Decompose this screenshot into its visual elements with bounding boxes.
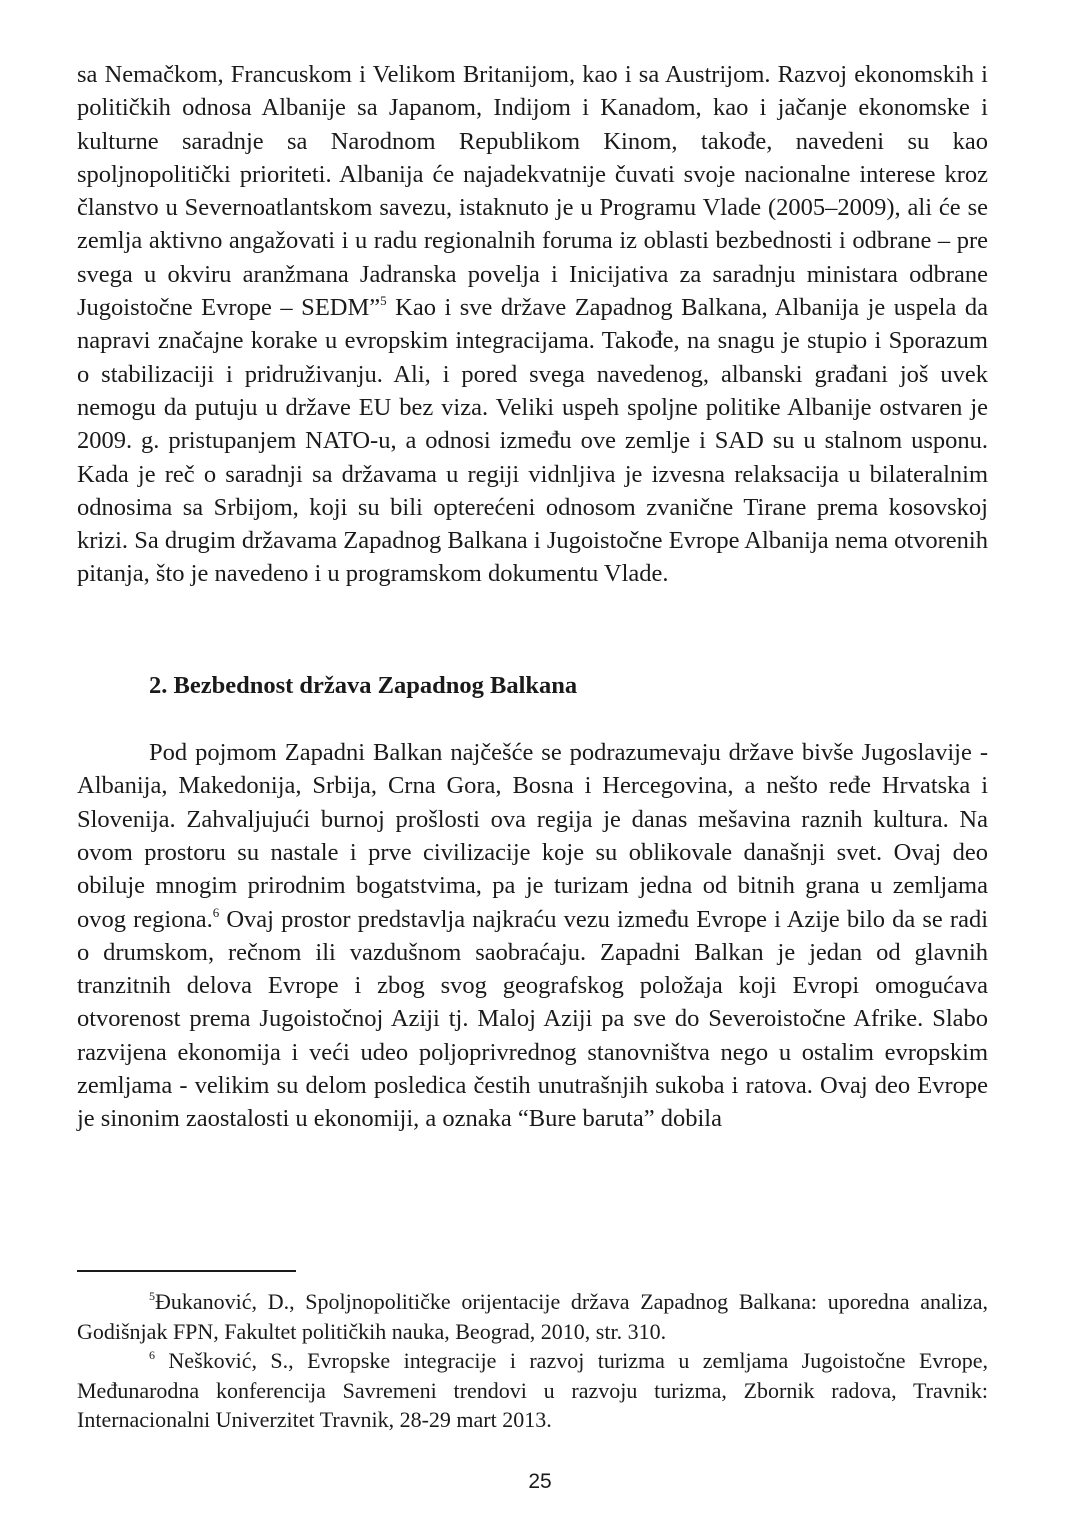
paragraph-text: Pod pojmom Zapadni Balkan najčešće se podrazumevaju države bivše Jugoslavije - Albanija, Makedonija, Srbija, Crna Gora, Bosna i Hercegovina, a nešto ređe Hrvatska i Slovenija. Zahvaljujući burnoj prošlosti ova regija je danas mešavina raznih kultura. Na ovom prostoru su nastale i prve civilizacije koje su oblikovale današnji svet. Ovaj deo obiluje mnogim prirodnim bogatstvima, pa je turizam jedna od bitnih grana u zemljama ovog regiona. (77, 739, 988, 933)
footnote-number: 5 (149, 1289, 155, 1303)
footnote-ref-6[interactable]: 6 (212, 904, 220, 920)
footnote-text: Đukanović, D., Spoljnopolitičke orijentacije država Zapadnog Balkana: uporedna analiza, Godišnjak FPN, Fakultet političkih nauka, Beograd, 2010, str. 310. (77, 1289, 988, 1344)
footnote-text: Nešković, S., Evropske integracije i razvoj turizma u zemljama Jugoistočne Evrope, Međunarodna konferencija Savremeni trendovi u razvoju turizma, Zbornik radova, Travnik: Internacionalni Univerzitet Travnik, 28-29 mart 2013. (77, 1348, 988, 1432)
footnote-divider (77, 1270, 296, 1272)
section-heading: 2. Bezbednost država Zapadnog Balkana (149, 671, 578, 699)
paragraph-albania (77, 58, 988, 591)
footnote-6 (77, 1346, 988, 1435)
paragraph-western-balkans (77, 736, 988, 1136)
paragraph-text: Kao i sve države Zapadnog Balkana, Albanija je uspela da napravi značajne korake u evropskim integracijama. Takođe, na snagu je stupio i Sporazum o stabilizaciji i pridruživanju. Ali, i pored svega navedenog, albanski građani još uvek nemogu da putuju u države EU bez viza. Veliki uspeh spoljne politike Albanije ostvaren je 2009. g. pristupanjem NATO-u, a odnosi između ove zemlje i SAD su u stalnom usponu. Kada je reč o saradnji sa državama u regiji vidnljiva je izvesna relaksacija u bilateralnim odnosima sa Srbijom, koji su bili opterećeni odnosom zvanične Tirane prema kosovskoj krizi. Sa drugim državama Zapadnog Balkana i Jugoistočne Evrope Albanija nema otvorenih pitanja, što je navedeno i u programskom dokumentu Vlade. (77, 294, 988, 588)
body-text (77, 58, 988, 1136)
footnotes (77, 1287, 988, 1435)
paragraph-text: Ovaj prostor predstavlja najkraću vezu između Evrope i Azije bilo da se radi o drumskom, rečnom ili vazdušnom saobraćaju. Zapadni Balkan je jedan od glavnih tranzitnih delova Evrope i zbog svog geografskog položaja koji Evropi omogućava otvorenost prema Jugoistočnoj Aziji tj. Maloj Aziji pa sve do Severoistočne Afrike. Slabo razvijena ekonomija i veći udeo poljoprivrednog stanovništva nego u ostalim evropskim zemljama - velikim su delom posledica čestih unutrašnjih sukoba i ratova. Ovaj deo Evrope je sinonim zaostalosti u ekonomiji, a oznaka “Bure baruta” dobila (77, 905, 989, 1133)
page-number: 25 (528, 1470, 552, 1493)
footnote-ref-5[interactable]: 5 (380, 293, 387, 309)
footnote-number: 6 (149, 1348, 155, 1362)
footnote-5 (77, 1287, 988, 1346)
paragraph-text: sa Nemačkom, Francuskom i Velikom Britanijom, kao i sa Austrijom. Razvoj ekonomskih i političkih odnosa Albanije sa Japanom, Indijom i Kanadom, kao i jačanje ekonomske i kulturne saradnje sa Narodnom Republikom Kinom, takođe, navedeni su kao spoljnopolitički prioriteti. Albanija će najadekvatnije čuvati svoje nacionalne interese kroz članstvo u Severnoatlantskom savezu, istaknuto je u Programu Vlade (2005–2009), ali će se zemlja aktivno angažovati i u radu regionalnih foruma iz oblasti bezbednosti i odbrane – pre svega u okviru aranžmana Jadranska povelja i Inicijativa za saradnju ministara odbrane Jugoistočne Evrope – SEDM” (77, 61, 988, 322)
